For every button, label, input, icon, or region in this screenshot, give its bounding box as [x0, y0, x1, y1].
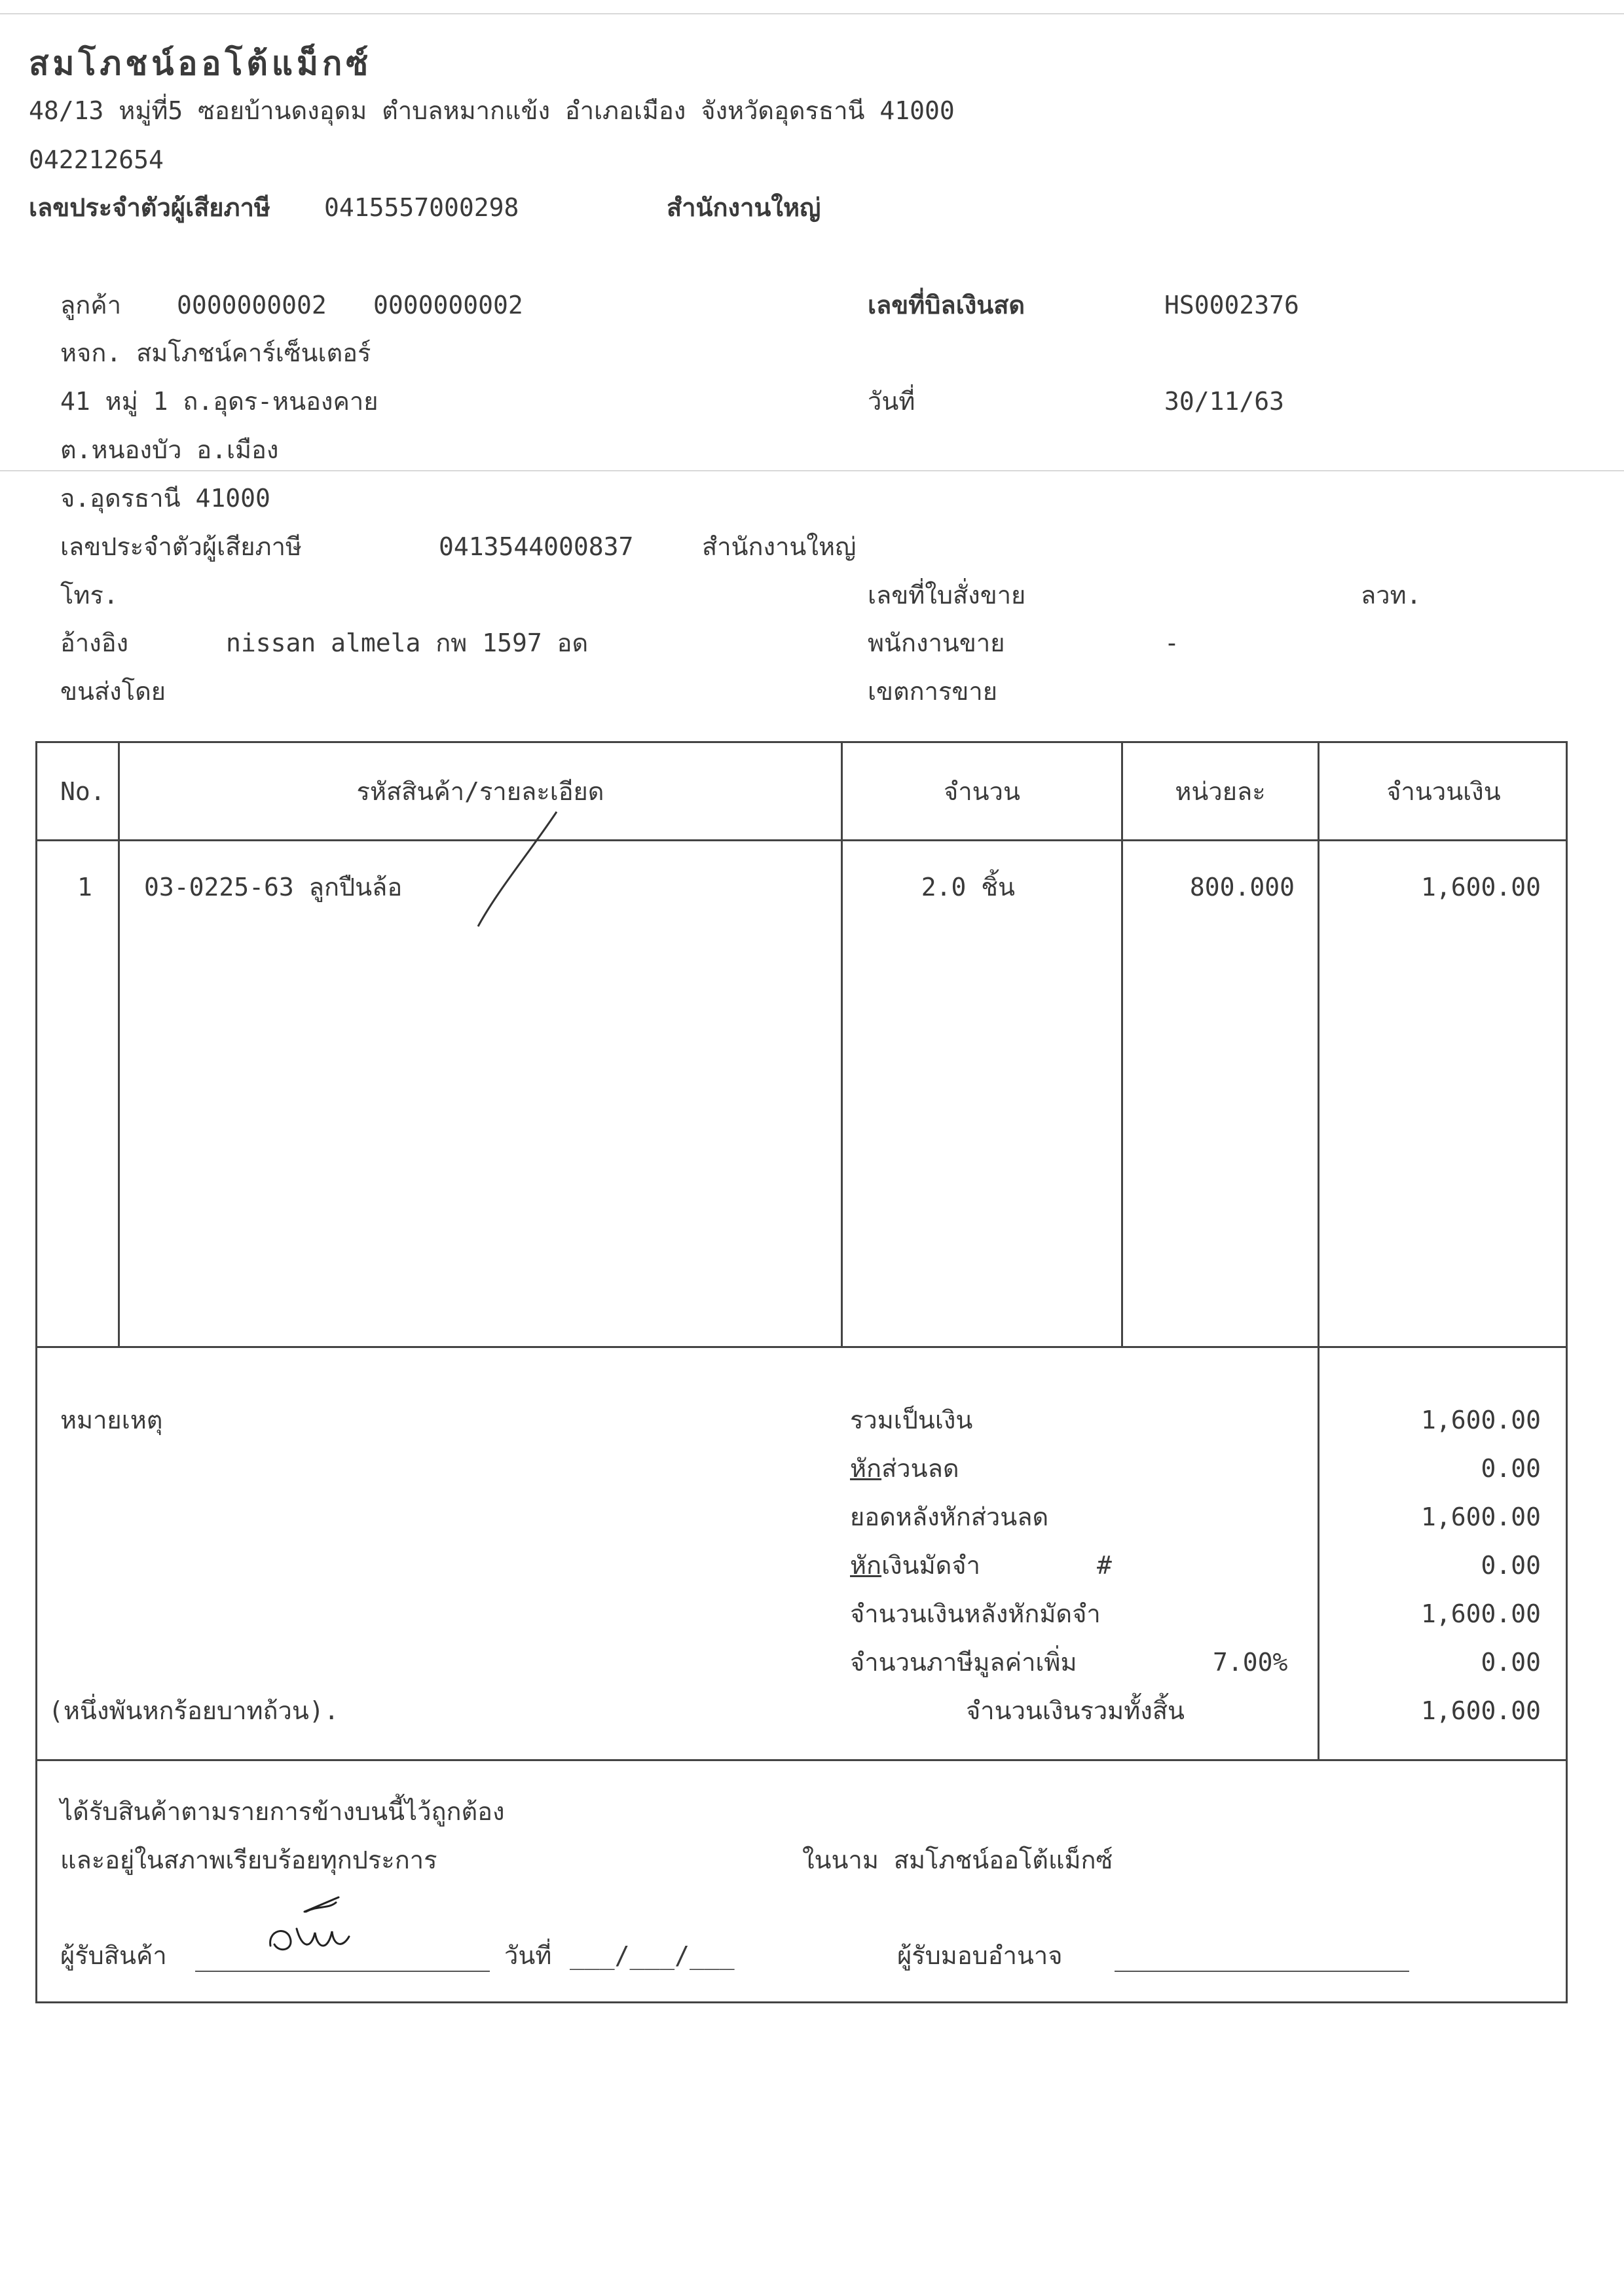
received-line-2: และอยู่ในสภาพเรียบร้อยทุกประการ — [60, 1846, 437, 1874]
seller-branch: สำนักงานใหญ่ — [667, 193, 821, 222]
after-deposit-value: 1,600.00 — [1420, 1599, 1541, 1628]
vat-value: 0.00 — [1481, 1648, 1541, 1677]
header-description: รหัสสินค้า/รายละเอียด — [356, 777, 604, 806]
receiver-signature — [265, 1886, 390, 1971]
bill-date-label: วันที่ — [868, 387, 915, 416]
customer-code-2: 0000000002 — [373, 291, 523, 319]
row-1-no: 1 — [77, 873, 92, 902]
after-discount-value: 1,600.00 — [1420, 1503, 1541, 1531]
row-1-quantity: 2.0 ชิ้น — [921, 873, 1015, 902]
customer-address-1: 41 หมู่ 1 ถ.อุดร-หนองคาย — [60, 387, 378, 416]
seller-tax-id-label: เลขประจำตัวผู้เสียภาษี — [29, 193, 270, 222]
shipping-label: ขนส่งโดย — [60, 677, 166, 706]
deposit-label — [850, 1553, 980, 1578]
reference-label: อ้างอิง — [60, 629, 129, 657]
col-divider-unit — [1318, 741, 1320, 1348]
on-behalf-of: ในนาม สมโภชน์ออโต้แม็กซ์ — [802, 1846, 1113, 1874]
scan-edge-top — [0, 13, 1624, 14]
items-table — [35, 741, 1568, 1348]
row-1-unit-price: 800.000 — [1189, 873, 1295, 902]
bill-number-label: เลขที่บิลเงินสด — [868, 291, 1025, 319]
receiver-label: ผู้รับสินค้า — [60, 1941, 167, 1970]
deposit-prefix: หัก — [850, 1551, 882, 1580]
deposit-hash: # — [1097, 1551, 1112, 1580]
customer-tax-id-label: เลขประจำตัวผู้เสียภาษี — [60, 532, 302, 561]
receiver-signature-line — [195, 1971, 490, 1972]
sales-order-suffix: ลวท. — [1361, 581, 1422, 610]
col-divider-desc — [841, 741, 843, 1348]
seller-tax-id: 0415557000298 — [324, 193, 519, 222]
seller-address: 48/13 หมู่ที่5 ซอยบ้านดงอุดม ตำบลหมากแข้ง อำเภอเมือง จังหวัดอุดรธานี 41000 — [29, 96, 955, 125]
discount-prefix: หัก — [850, 1454, 882, 1483]
customer-name: หจก. สมโภชน์คาร์เซ็นเตอร์ — [60, 338, 371, 367]
amount-in-words: (หนึ่งพันหกร้อยบาทถ้วน). — [48, 1696, 339, 1725]
customer-address-3: จ.อุดรธานี 41000 — [60, 484, 270, 513]
row-1-description: 03-0225-63 ลูกปืนล้อ — [144, 873, 403, 902]
seller-phone: 042212654 — [29, 145, 164, 174]
vat-label: จำนวนภาษีมูลค่าเพิ่ม — [850, 1648, 1077, 1677]
customer-code-1: 0000000002 — [177, 291, 327, 319]
after-deposit-label: จำนวนเงินหลังหักมัดจำ — [850, 1599, 1101, 1628]
sales-area-label: เขตการขาย — [868, 677, 997, 706]
col-divider-qty — [1121, 741, 1123, 1348]
scan-fold-line — [0, 470, 1624, 471]
remark-label: หมายเหตุ — [60, 1406, 163, 1434]
customer-tax-id: 0413544000837 — [439, 532, 634, 561]
header-amount: จำนวนเงิน — [1386, 777, 1501, 806]
deposit-label-text: เงินมัดจำ — [881, 1551, 980, 1580]
customer-address-2: ต.หนองบัว อ.เมือง — [60, 435, 279, 464]
discount-label-text: ส่วนลด — [881, 1454, 959, 1483]
header-unit-price: หน่วยละ — [1175, 777, 1266, 806]
bill-date: 30/11/63 — [1164, 387, 1285, 416]
col-divider-no — [118, 741, 120, 1348]
row-1-amount: 1,600.00 — [1420, 873, 1541, 902]
receive-date-label: วันที่ — [504, 1941, 552, 1970]
receive-date-blank: ___/___/___ — [570, 1941, 735, 1970]
subtotal-value: 1,600.00 — [1420, 1406, 1541, 1434]
vat-rate: 7.00% — [1213, 1648, 1288, 1677]
customer-phone-label: โทร. — [60, 581, 119, 610]
header-quantity: จำนวน — [944, 777, 1020, 806]
customer-branch: สำนักงานใหญ่ — [702, 532, 857, 561]
after-discount-label: ยอดหลังหักส่วนลด — [850, 1503, 1049, 1531]
salesperson-value: - — [1164, 629, 1179, 657]
customer-label: ลูกค้า — [60, 291, 122, 319]
grand-total-label: จำนวนเงินรวมทั้งสิ้น — [966, 1696, 1185, 1725]
subtotal-label: รวมเป็นเงิน — [850, 1406, 973, 1434]
salesperson-label: พนักงานขาย — [868, 629, 1005, 657]
items-header-divider — [35, 839, 1568, 841]
header-no: No. — [60, 777, 105, 806]
grand-total-value: 1,600.00 — [1420, 1696, 1541, 1725]
bill-number: HS0002376 — [1164, 291, 1299, 319]
received-line-1: ได้รับสินค้าตามรายการข้างบนนี้ไว้ถูกต้อง — [60, 1797, 505, 1826]
discount-label — [850, 1456, 959, 1481]
authorized-signature-line — [1115, 1971, 1409, 1972]
deposit-value: 0.00 — [1481, 1551, 1541, 1580]
sales-order-label: เลขที่ใบสั่งขาย — [868, 581, 1026, 610]
reference-value: nissan almela กพ 1597 อด — [226, 629, 589, 657]
authorized-label: ผู้รับมอบอำนาจ — [897, 1941, 1063, 1970]
pen-check-mark — [458, 805, 563, 936]
seller-name: สมโภชน์ออโต้แม็กซ์ — [29, 45, 373, 82]
discount-value: 0.00 — [1481, 1454, 1541, 1483]
